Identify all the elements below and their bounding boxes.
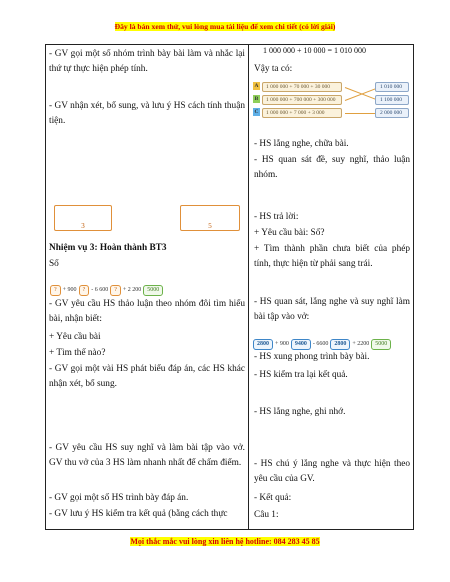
teacher-step-4: + Yêu cầu bài — [49, 332, 101, 342]
match-tag-b: B — [254, 96, 259, 102]
answer-result: 5000 — [371, 339, 391, 350]
student-step-10: - HS chú ý lắng nghe và thực hiện theo yêu cầu của GV. — [254, 459, 410, 484]
teacher-step-1: - GV gọi một số nhóm trình bày bài làm và nhắc lại thứ tự thực hiện phép tính. — [49, 49, 245, 74]
chain-op-1: + 900 — [62, 287, 77, 293]
match-left-2: 1 000 000 + 700 000 + 300 000 — [262, 95, 342, 105]
student-step-4: + Yêu cầu bài: Số? — [254, 228, 325, 238]
match-right-3: 2 000 000 — [375, 108, 409, 118]
chain-op-2: - 6 600 — [91, 287, 109, 293]
student-step-1: - HS lắng nghe, chữa bài. — [254, 139, 349, 149]
answer-op-1: + 900 — [275, 341, 289, 347]
blank-box-5: 5 — [180, 205, 240, 231]
teacher-step-2: - GV nhận xét, bổ sung, và lưu ý HS cách tính thuận tiện. — [49, 101, 245, 126]
student-step-6: - HS quan sát, lắng nghe và suy nghĩ làm bài tập vào vở: — [254, 297, 410, 322]
teacher-step-3: - GV yêu cầu HS thảo luận theo nhóm đôi tìm hiểu bài, nhận biết: — [49, 299, 245, 324]
student-step-9: - HS lắng nghe, ghi nhớ. — [254, 407, 346, 417]
chain-box-2: ? — [79, 285, 90, 296]
teacher-step-6: - GV gọi một vài HS phát biểu đáp án, các HS khác nhận xét, bổ sung. — [49, 364, 245, 389]
answer-op-2: - 6600 — [312, 341, 329, 347]
hotline-text: Mọi thắc mắc vui lòng xin liên hệ hotline: 084 283 45 85 — [130, 537, 320, 546]
match-left-1: 1 000 000 + 70 000 + 30 000 — [262, 82, 342, 92]
chain-op-3: + 2 200 — [122, 287, 142, 293]
hotline-notice — [0, 537, 450, 546]
teacher-column — [46, 45, 249, 530]
answer-op-3: + 2200 — [352, 341, 370, 347]
student-step-3: - HS trả lời: — [254, 212, 299, 222]
teacher-step-7: - GV yêu cầu HS suy nghĩ và làm bài tập vào vở. GV thu vở của 3 HS làm nhanh nhất để chấm điểm. — [49, 443, 245, 468]
match-right-2: 1 100 000 — [375, 95, 409, 105]
preview-notice — [0, 22, 450, 31]
answer-chain — [253, 332, 391, 350]
task-so-label: Số — [49, 259, 59, 269]
answer-box-2: 9400 — [291, 339, 311, 350]
match-line-3 — [345, 113, 377, 114]
teacher-step-8: - GV gọi một số HS trình bày đáp án. — [49, 493, 189, 503]
match-left-3: 1 000 000 + 7 000 + 3 000 — [262, 108, 342, 118]
match-tag-c: C — [254, 109, 259, 115]
chain-result: 5000 — [143, 285, 163, 296]
blank-box-3: 3 — [54, 205, 112, 231]
student-step-5: + Tìm thành phần chưa biết của phép tính, thực hiện từ phải sang trái. — [254, 244, 410, 269]
teacher-step-5: + Tìm thế nào? — [49, 348, 106, 358]
preview-notice-text: Đây là bản xem thử, vui lòng mua tài liệu để xem chi tiết (có lời giải) — [114, 22, 336, 31]
student-step-12: Câu 1: — [254, 510, 279, 520]
exercise-chain — [50, 278, 163, 296]
blank-boxes — [52, 205, 248, 231]
student-step-7: - HS xung phong trình bày bài. — [254, 352, 370, 362]
student-step-2: - HS quan sát đề, suy nghĩ, thảo luận nhóm. — [254, 155, 410, 180]
task-3-title: Nhiệm vụ 3: Hoàn thành BT3 — [49, 243, 167, 253]
student-column — [249, 45, 414, 530]
formula-line: 1 000 000 + 10 000 = 1 010 000 — [263, 46, 367, 55]
student-step-11: - Kết quả: — [254, 493, 292, 503]
chain-box-3: ? — [110, 285, 121, 296]
answer-box-1: 2800 — [253, 339, 273, 350]
conclusion-label: Vậy ta có: — [254, 64, 293, 74]
match-tag-a: A — [254, 83, 259, 89]
answer-box-3: 2800 — [330, 339, 350, 350]
match-right-1: 1 010 000 — [375, 82, 409, 92]
matching-diagram — [253, 82, 411, 122]
teacher-step-9: - GV lưu ý HS kiểm tra kết quả (bằng cách thực — [49, 509, 228, 519]
student-step-8: - HS kiểm tra lại kết quả. — [254, 370, 348, 380]
lesson-table — [45, 44, 414, 530]
chain-box-1: ? — [50, 285, 61, 296]
